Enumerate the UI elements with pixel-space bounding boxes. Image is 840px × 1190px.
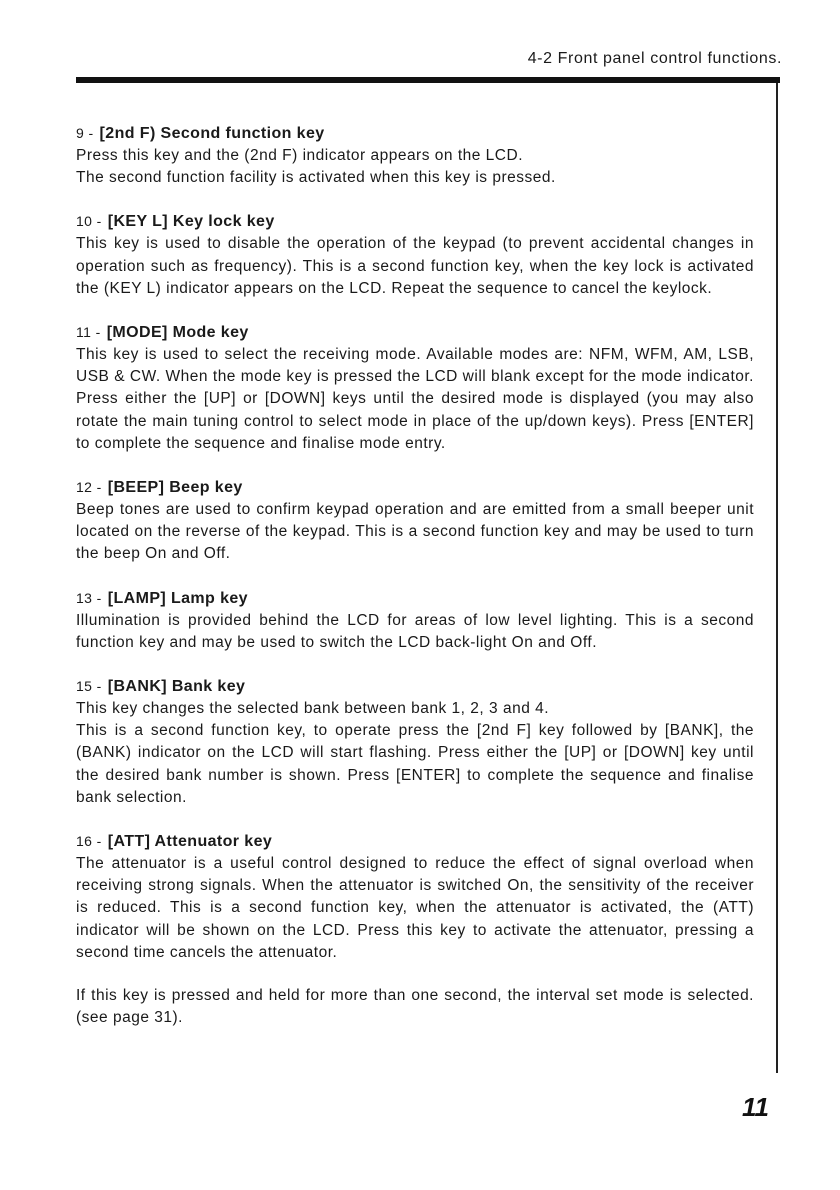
section-closing <box>76 985 754 1029</box>
section-paragraph: The second function facility is activated when this key is pressed. <box>76 169 556 187</box>
section-title: [BEEP] Beep key <box>107 479 243 497</box>
header-rule <box>76 77 780 83</box>
page-number: 11 <box>742 1092 769 1122</box>
section-attenuator-key <box>76 830 754 964</box>
section-beep-key <box>76 476 754 566</box>
page-content <box>76 122 754 1050</box>
section-heading <box>76 122 754 145</box>
closing-paragraph: If this key is pressed and held for more than one second, the interval set mode is selected. (see page 31). <box>76 987 754 1027</box>
section-paragraph: Press this key and the (2nd F) indicator appears on the LCD. <box>76 147 523 164</box>
section-title: [2nd F) Second function key <box>99 125 325 142</box>
section-title: [MODE] Mode key <box>106 324 249 342</box>
section-number: 12 - <box>76 479 102 496</box>
section-title: [ATT] Attenuator key <box>107 833 273 851</box>
right-border-line <box>776 83 778 1073</box>
section-number: 10 - <box>76 213 102 230</box>
section-paragraph: This key is used to disable the operation of the keypad (to prevent accidental changes in operation such as frequency). This is a second function key, when the key lock is activated the (KEY L) indicator appears on the LCD. Repeat the sequence to cancel the keylock. <box>76 235 754 297</box>
section-heading <box>76 321 754 344</box>
page-header-title: 4-2 Front panel control functions. <box>527 50 782 67</box>
section-paragraph: Illumination is provided behind the LCD for areas of low level lighting. This is a second function key and may be used to switch the LCD back-light On and Off. <box>76 611 754 651</box>
section-bank-key <box>76 675 754 809</box>
section-heading <box>76 476 754 499</box>
section-key-lock <box>76 210 754 300</box>
section-paragraph: This key is used to select the receiving mode. Available modes are: NFM, WFM, AM, LSB, USB & CW. When the mode key is pressed the LCD will blank except for the mode indicator. Press either the [UP] or [DOWN] keys until the desired mode is displayed (you may also rotate the main tuning control to select mode in place of the up/down keys). Press [ENTER] to complete the sequence and finalise mode entry. <box>76 346 754 452</box>
section-title: [KEY L] Key lock key <box>107 213 275 231</box>
section-paragraph: Beep tones are used to confirm keypad operation and are emitted from a small beeper unit located on the reverse of the keypad. This is a second function key and may be used to turn the beep On and Off. <box>76 501 754 563</box>
section-heading <box>76 830 754 853</box>
section-2nd-f-key <box>76 122 754 189</box>
section-heading <box>76 210 754 233</box>
section-paragraph: The attenuator is a useful control designed to reduce the effect of signal overload when receiving strong signals. When the attenuator is switched On, the sensitivity of the receiver is reduced. This is a second function key, when the attenuator is activated, the (ATT) indicator will be shown on the LCD. Press this key to activate the attenuator, pressing a second time cancels the attenuator. <box>76 855 754 961</box>
section-number: 11 - <box>76 324 101 341</box>
section-number: 16 - <box>76 833 102 850</box>
section-paragraph: This key changes the selected bank between bank 1, 2, 3 and 4. <box>76 700 550 718</box>
section-heading <box>76 587 754 610</box>
section-paragraph: This is a second function key, to operate press the [2nd F] key followed by [BANK], the (BANK) indicator on the LCD will start flashing. Press either the [UP] or [DOWN] key until the desired bank number is shown. Press [ENTER] to complete the sequence and finalise bank selection. <box>76 722 754 806</box>
section-number: 13 - <box>76 589 102 606</box>
section-number: 15 - <box>76 678 102 695</box>
section-heading <box>76 675 754 698</box>
section-title: [LAMP] Lamp key <box>107 589 248 607</box>
section-number: 9 - <box>76 125 94 141</box>
section-mode-key <box>76 321 754 455</box>
section-lamp-key <box>76 587 754 654</box>
section-title: [BANK] Bank key <box>107 678 246 696</box>
